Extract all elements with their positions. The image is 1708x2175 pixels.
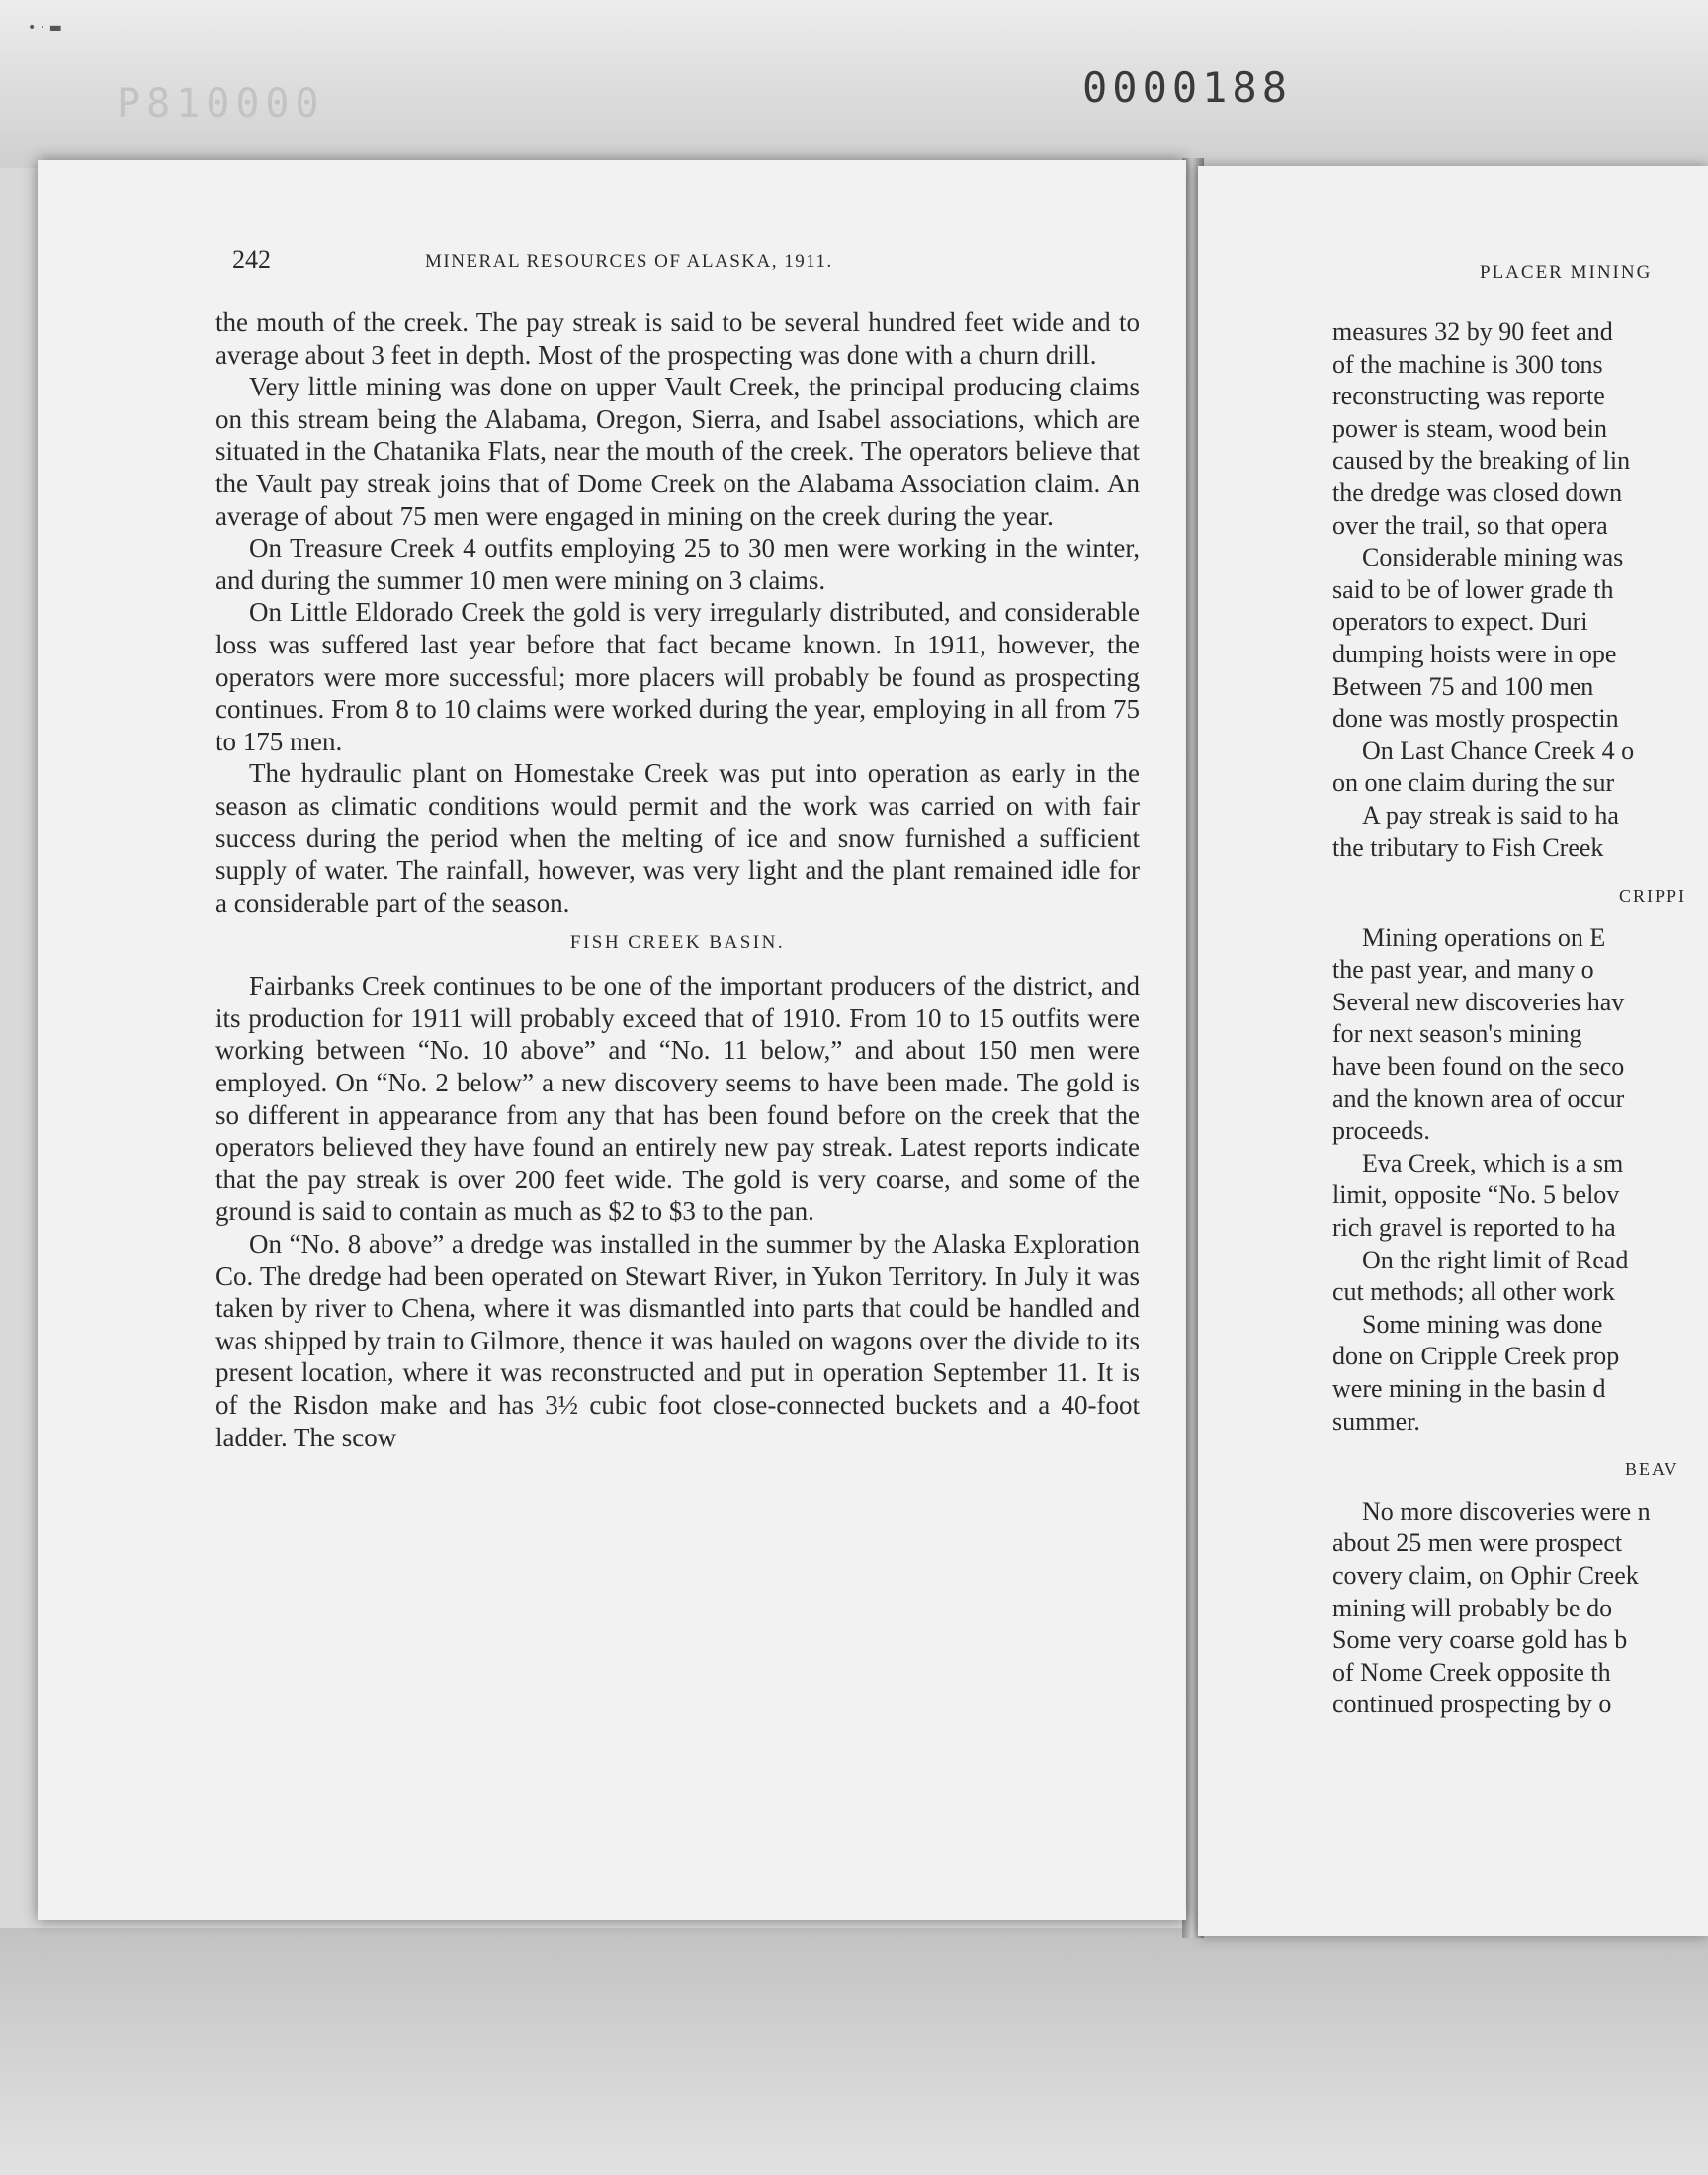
text-line: Mining operations on E	[1362, 922, 1606, 952]
document-number-stamp: 0000188	[1082, 63, 1293, 112]
text-line: A pay streak is said to ha	[1362, 800, 1619, 829]
text-line: caused by the breaking of lin	[1332, 446, 1631, 476]
text-line: of Nome Creek opposite th	[1332, 1657, 1611, 1687]
text-line: over the trail, so that opera	[1332, 510, 1608, 540]
text-line: cut methods; all other work	[1332, 1277, 1615, 1307]
paragraph: On “No. 8 above” a dredge was installed in the summer by the Alaska Exploration Co. The dredge had been operated on Stewart River, in Yukon Territory. In July it was taken by river to Chena, where it was dismantled into parts that could be handled and was shipped by train to Gilmore, thence it was hauled on wagons over the divide to its present location, where it was reconstructed and put in operation September 11. It is of the Risdon make and has 3½ cubic foot close-connected buckets and a 40-foot ladder. The scow	[215, 1229, 1140, 1452]
text-line: measures 32 by 90 feet and	[1332, 317, 1613, 346]
text-line: limit, opposite “No. 5 belov	[1332, 1180, 1620, 1210]
paragraph: Very little mining was done on upper Vault Creek, the principal producing claims on this stream being the Alabama, Oregon, Sierra, and Isabel associations, which are situated in the Chatanika Flats, near the mouth of the creek. The operators believe that the Vault pay streak joins that of Dome Creek on the Alabama Association claim. An average of about 75 men were engaged in mining on the creek during the year.	[215, 372, 1140, 531]
paragraph: The hydraulic plant on Homestake Creek was put into operation as early in the season as climatic conditions would permit and the work was carried on with fair success during the period when the melting of ice and snow furnished a sufficient supply of water. The rainfall, however, was very light and the plant remained idle for a considerable part of the season.	[215, 758, 1140, 917]
text-line: Between 75 and 100 men	[1332, 671, 1594, 701]
text-line: covery claim, on Ophir Creek	[1332, 1560, 1639, 1590]
text-line: reconstructing was reporte	[1332, 382, 1605, 411]
text-line: have been found on the seco	[1332, 1052, 1625, 1082]
text-line: rich gravel is reported to ha	[1332, 1213, 1616, 1243]
text-line: the tributary to Fish Creek	[1332, 832, 1604, 862]
text-line: were mining in the basin d	[1332, 1374, 1606, 1403]
text-line: of the machine is 300 tons	[1332, 349, 1603, 379]
right-text-column	[1332, 316, 1708, 1721]
text-line: No more discoveries were n	[1362, 1496, 1651, 1525]
section-heading: CRIPPI	[1619, 886, 1687, 907]
text-line: Some mining was done	[1362, 1309, 1603, 1339]
scanner-background-bottom	[0, 1928, 1708, 2175]
scan-specks: • · ▬	[28, 20, 62, 36]
faint-stamp: P810000	[117, 81, 325, 127]
text-line: Considerable mining was	[1362, 543, 1624, 572]
paragraph: On Treasure Creek 4 outfits employing 25 to 30 men were working in the winter, and during the summer 10 men were mining on 3 claims.	[215, 533, 1140, 595]
text-line: on one claim during the sur	[1332, 768, 1615, 798]
text-line: continued prospecting by o	[1332, 1690, 1612, 1719]
text-line: dumping hoists were in ope	[1332, 639, 1617, 668]
right-page	[1198, 166, 1708, 1936]
text-line: proceeds.	[1332, 1116, 1430, 1146]
left-text-column	[215, 306, 1140, 1453]
text-line: about 25 men were prospect	[1332, 1528, 1623, 1558]
text-line: done on Cripple Creek prop	[1332, 1342, 1620, 1371]
text-line: Several new discoveries hav	[1332, 987, 1625, 1016]
paragraph: the mouth of the creek. The pay streak is said to be several hundred feet wide and to average about 3 feet in depth. Most of the prospecting was done with a churn drill.	[215, 307, 1140, 370]
text-line: Some very coarse gold has b	[1332, 1625, 1628, 1655]
text-line: operators to expect. Duri	[1332, 607, 1588, 637]
section-heading: BEAV	[1625, 1459, 1679, 1480]
text-line: the past year, and many o	[1332, 955, 1594, 985]
right-running-title: PLACER MINING	[1480, 262, 1653, 283]
text-line: summer.	[1332, 1406, 1420, 1436]
text-line: On the right limit of Read	[1362, 1245, 1629, 1274]
text-line: On Last Chance Creek 4 o	[1362, 736, 1635, 765]
text-line: said to be of lower grade th	[1332, 574, 1614, 604]
text-line: the dredge was closed down	[1332, 478, 1623, 507]
text-line: Eva Creek, which is a sm	[1362, 1148, 1624, 1177]
paragraph: On Little Eldorado Creek the gold is very irregularly distributed, and considerable loss was suffered last year before that fact became known. In 1911, however, the operators were more successful; more placers will probably be found as prospecting continues. From 8 to 10 claims were worked during the year, employing in all from 75 to 175 men.	[215, 597, 1140, 756]
paragraph: Fairbanks Creek continues to be one of the important producers of the district, and its production for 1911 will probably exceed that of 1910. From 10 to 15 outfits were working between “No. 10 above” and “No. 11 below,” and about 150 men were employed. On “No. 2 below” a new discovery seems to have been made. The gold is so different in appearance from any that has been found before on the creek that the operators believed they have found an entirely new pay streak. Latest reports indicate that the pay streak is over 200 feet wide. The gold is very coarse, and some of the ground is said to contain as much as $2 to $3 to the pan.	[215, 971, 1140, 1227]
text-line: and the known area of occur	[1332, 1084, 1625, 1113]
text-line: power is steam, wood bein	[1332, 413, 1608, 443]
running-title: MINERAL RESOURCES OF ALASKA, 1911.	[425, 251, 833, 272]
text-line: mining will probably be do	[1332, 1593, 1613, 1622]
section-heading: FISH CREEK BASIN.	[569, 932, 786, 954]
text-line: done was mostly prospectin	[1332, 704, 1619, 734]
page-number: 242	[232, 245, 271, 274]
text-line: for next season's mining	[1332, 1019, 1582, 1049]
left-page	[38, 160, 1186, 1920]
